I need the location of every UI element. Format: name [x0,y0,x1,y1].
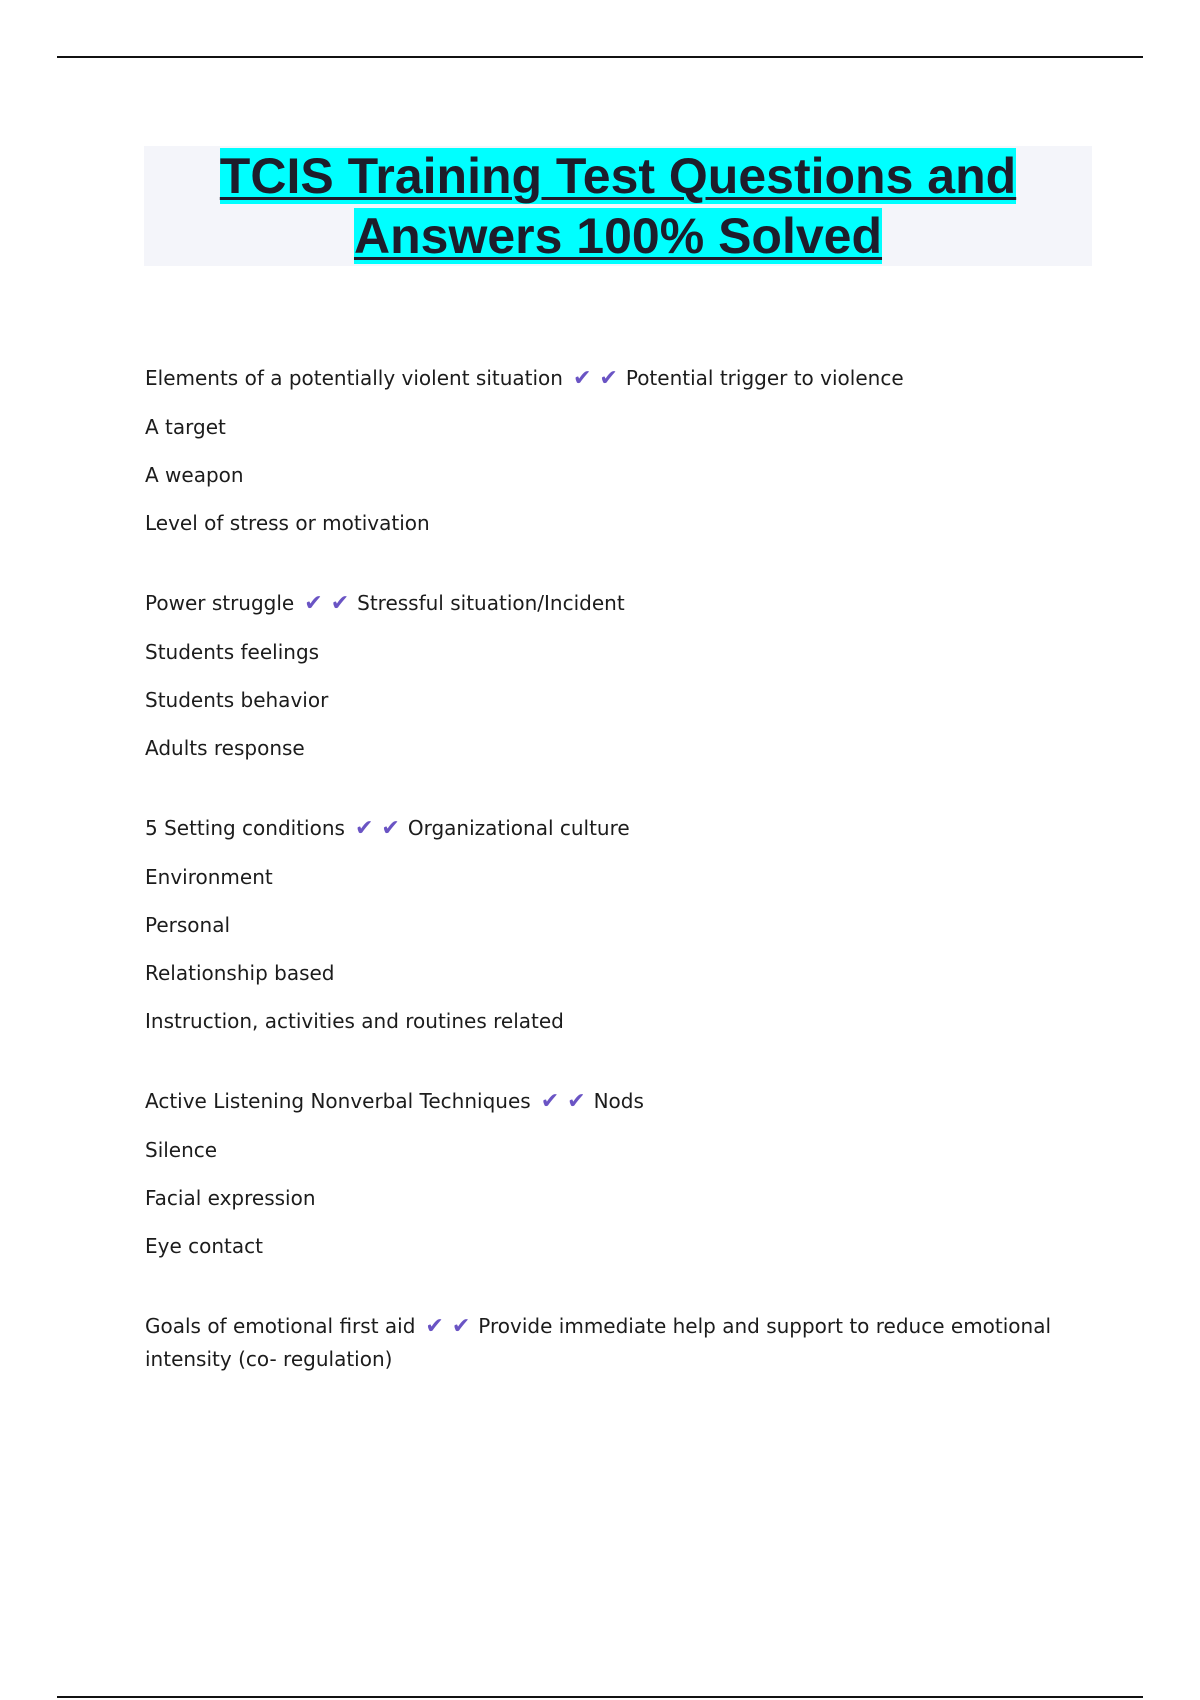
check-icon: ✔ [354,816,374,841]
title-block [144,146,1092,266]
qa-answer-line: Eye contact [145,1234,263,1258]
page-title-line-1: TCIS Training Test Questions and [219,148,1017,204]
qa-item [145,1085,1065,1262]
check-icon: ✔ [572,366,592,391]
check-icon: ✔ [381,816,400,841]
qa-answer-line: Adults response [145,736,305,760]
qa-question-line [145,587,1065,620]
check-icon: ✔ [425,1314,444,1339]
qa-answer-line: Students feelings [145,640,320,664]
qa-item [145,812,1065,1037]
qa-answer: Organizational culture [407,816,630,840]
qa-item [145,587,1065,764]
qa-answer-line: A target [145,415,226,439]
qa-answer-line: Environment [145,865,273,889]
check-icon: ✔ [304,591,323,616]
check-icon: ✔ [567,1089,586,1114]
qa-question-line [145,1310,1065,1375]
qa-answer: Provide immediate help and support to reduce emotional intensity (co- regulation) [145,1314,1052,1371]
answer-marker [300,591,353,615]
qa-question-line [145,362,1065,395]
qa-answer-line: Personal [145,913,231,937]
check-icon: ✔ [330,591,350,616]
top-divider [57,56,1143,58]
answer-marker [537,1089,590,1113]
qa-question: 5 Setting conditions [145,816,345,840]
qa-answer: Nods [593,1089,644,1113]
page-title-line-2: Answers 100% Solved [353,208,883,264]
qa-question: Active Listening Nonverbal Techniques [145,1089,531,1113]
qa-answer-line: Relationship based [145,961,335,985]
qa-answer: Potential trigger to violence [625,366,904,390]
qa-question-line [145,812,1065,845]
qa-answer-line: Silence [145,1138,218,1162]
qa-answer-line: Level of stress or motivation [145,511,430,535]
qa-list [145,362,1065,1423]
qa-question: Power struggle [145,591,295,615]
check-icon: ✔ [599,366,618,391]
qa-question: Goals of emotional first aid [145,1314,416,1338]
qa-question-line [145,1085,1065,1118]
answer-marker [351,816,404,840]
qa-item [145,362,1065,539]
qa-question: Elements of a potentially violent situation [145,366,563,390]
qa-answer-line: Facial expression [145,1186,316,1210]
check-icon: ✔ [451,1314,471,1339]
qa-answer-line: Students behavior [145,688,329,712]
qa-answer-line: Instruction, activities and routines related [145,1009,564,1033]
qa-answer: Stressful situation/Incident [357,591,625,615]
answer-marker [421,1314,474,1338]
answer-marker [569,366,622,390]
qa-item [145,1310,1065,1375]
check-icon: ✔ [540,1089,560,1114]
bottom-divider [57,1696,1143,1698]
qa-answer-line: A weapon [145,463,244,487]
